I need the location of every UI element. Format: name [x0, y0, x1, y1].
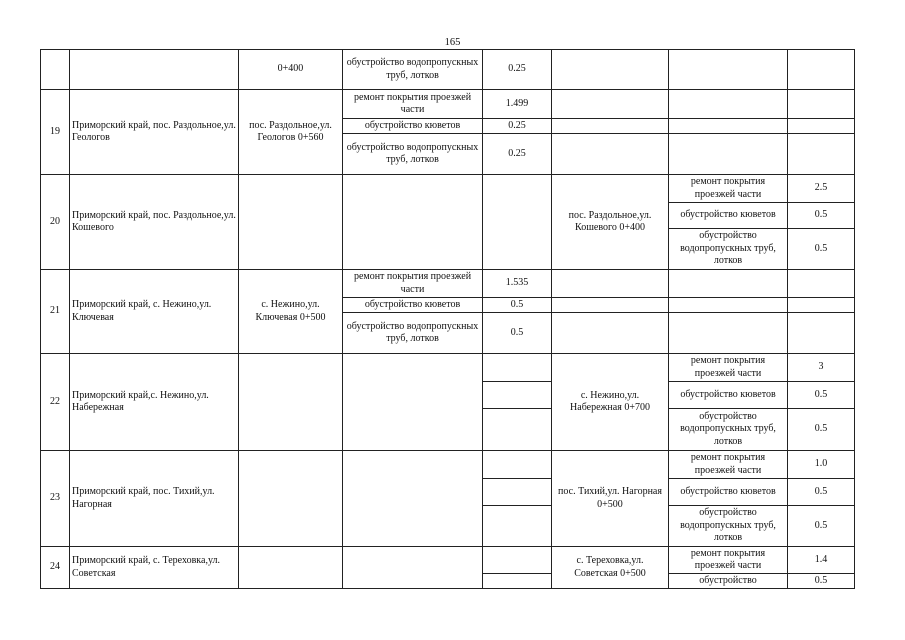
row-number-cell: 21 [41, 270, 70, 354]
work-value-cell [483, 479, 552, 506]
work-type-cell-2: обустройство кюветов [669, 203, 788, 229]
row-number-cell: 20 [41, 175, 70, 270]
km-cell-2 [552, 298, 669, 313]
km-cell: пос. Раздольное,ул. Геологов 0+560 [239, 90, 343, 175]
km-cell-2 [552, 134, 669, 175]
work-value-cell-2: 0.5 [788, 574, 855, 589]
work-type-cell-2: обустройство кюветов [669, 382, 788, 409]
work-value-cell [483, 547, 552, 574]
work-type-cell-2: ремонт покрытия проезжей части [669, 175, 788, 203]
km-cell-2: пос. Раздольное,ул. Кошевого 0+400 [552, 175, 669, 270]
km-cell-2: с. Тереховка,ул. Советская 0+500 [552, 547, 669, 589]
road-works-table [40, 49, 855, 589]
work-value-cell-2: 0.5 [788, 203, 855, 229]
work-value-cell-2: 2.5 [788, 175, 855, 203]
road-name-cell [70, 50, 239, 90]
work-type-cell-2 [669, 50, 788, 90]
table-row [41, 175, 855, 203]
work-type-cell-2 [669, 119, 788, 134]
work-type-cell [343, 175, 483, 270]
table-row [41, 270, 855, 298]
work-value-cell: 0.5 [483, 298, 552, 313]
work-type-cell: обустройство кюветов [343, 119, 483, 134]
work-value-cell [483, 409, 552, 451]
work-value-cell-2 [788, 119, 855, 134]
table-row [41, 547, 855, 574]
km-cell [239, 354, 343, 451]
km-cell-2 [552, 90, 669, 119]
road-name-cell: Приморский край, с. Нежино,ул. Ключевая [70, 270, 239, 354]
km-cell-2: с. Нежино,ул. Набережная 0+700 [552, 354, 669, 451]
work-value-cell-2 [788, 313, 855, 354]
work-type-cell-2: обустройство водопропускных труб, лотков [669, 229, 788, 270]
work-type-cell [343, 354, 483, 451]
work-value-cell-2 [788, 298, 855, 313]
work-value-cell [483, 354, 552, 382]
km-cell [239, 175, 343, 270]
road-name-cell: Приморский край,с. Нежино,ул. Набережная [70, 354, 239, 451]
work-value-cell: 1.535 [483, 270, 552, 298]
work-type-cell-2: ремонт покрытия проезжей части [669, 451, 788, 479]
work-type-cell-2: обустройство водопропускных труб, лотков [669, 506, 788, 547]
work-type-cell: ремонт покрытия проезжей части [343, 90, 483, 119]
work-value-cell-2: 0.5 [788, 479, 855, 506]
work-value-cell: 0.5 [483, 313, 552, 354]
work-type-cell: обустройство водопропускных труб, лотков [343, 134, 483, 175]
work-type-cell-2: ремонт покрытия проезжей части [669, 547, 788, 574]
work-value-cell-2: 3 [788, 354, 855, 382]
table-row [41, 451, 855, 479]
work-value-cell: 0.25 [483, 50, 552, 90]
work-value-cell: 0.25 [483, 119, 552, 134]
km-cell-2 [552, 270, 669, 298]
work-value-cell [483, 382, 552, 409]
table-row [41, 50, 855, 90]
table-row [41, 90, 855, 119]
work-value-cell-2: 0.5 [788, 382, 855, 409]
work-value-cell-2 [788, 270, 855, 298]
work-value-cell-2: 0.5 [788, 506, 855, 547]
work-value-cell-2: 1.4 [788, 547, 855, 574]
work-type-cell: обустройство водопропускных труб, лотков [343, 50, 483, 90]
work-type-cell-2: обустройство кюветов [669, 479, 788, 506]
work-value-cell-2 [788, 134, 855, 175]
work-value-cell: 1.499 [483, 90, 552, 119]
row-number-cell: 22 [41, 354, 70, 451]
row-number-cell [41, 50, 70, 90]
road-name-cell: Приморский край, пос. Раздольное,ул. Геологов [70, 90, 239, 175]
row-number-cell: 19 [41, 90, 70, 175]
work-value-cell-2 [788, 50, 855, 90]
work-type-cell-2: обустройство [669, 574, 788, 589]
work-value-cell-2 [788, 90, 855, 119]
work-value-cell-2: 0.5 [788, 229, 855, 270]
work-value-cell: 0.25 [483, 134, 552, 175]
km-cell-2 [552, 50, 669, 90]
work-value-cell-2: 0.5 [788, 409, 855, 451]
km-cell: 0+400 [239, 50, 343, 90]
work-value-cell [483, 175, 552, 270]
km-cell-2: пос. Тихий,ул. Нагорная 0+500 [552, 451, 669, 547]
table-row [41, 354, 855, 382]
work-type-cell: обустройство водопропускных труб, лотков [343, 313, 483, 354]
work-value-cell-2: 1.0 [788, 451, 855, 479]
work-type-cell-2 [669, 134, 788, 175]
work-type-cell: обустройство кюветов [343, 298, 483, 313]
km-cell-2 [552, 313, 669, 354]
km-cell [239, 547, 343, 589]
work-type-cell-2 [669, 270, 788, 298]
work-type-cell [343, 451, 483, 547]
work-type-cell-2 [669, 313, 788, 354]
work-type-cell-2: ремонт покрытия проезжей части [669, 354, 788, 382]
work-type-cell-2 [669, 298, 788, 313]
row-number-cell: 24 [41, 547, 70, 589]
road-name-cell: Приморский край, пос. Раздольное,ул. Кошевого [70, 175, 239, 270]
road-name-cell: Приморский край, пос. Тихий,ул. Нагорная [70, 451, 239, 547]
km-cell: с. Нежино,ул. Ключевая 0+500 [239, 270, 343, 354]
km-cell [239, 451, 343, 547]
row-number-cell: 23 [41, 451, 70, 547]
km-cell-2 [552, 119, 669, 134]
work-type-cell: ремонт покрытия проезжей части [343, 270, 483, 298]
work-value-cell [483, 574, 552, 589]
work-value-cell [483, 506, 552, 547]
work-type-cell-2: обустройство водопропускных труб, лотков [669, 409, 788, 451]
work-type-cell [343, 547, 483, 589]
work-value-cell [483, 451, 552, 479]
page-number: 165 [444, 37, 461, 48]
work-type-cell-2 [669, 90, 788, 119]
road-name-cell: Приморский край, с. Тереховка,ул. Советская [70, 547, 239, 589]
